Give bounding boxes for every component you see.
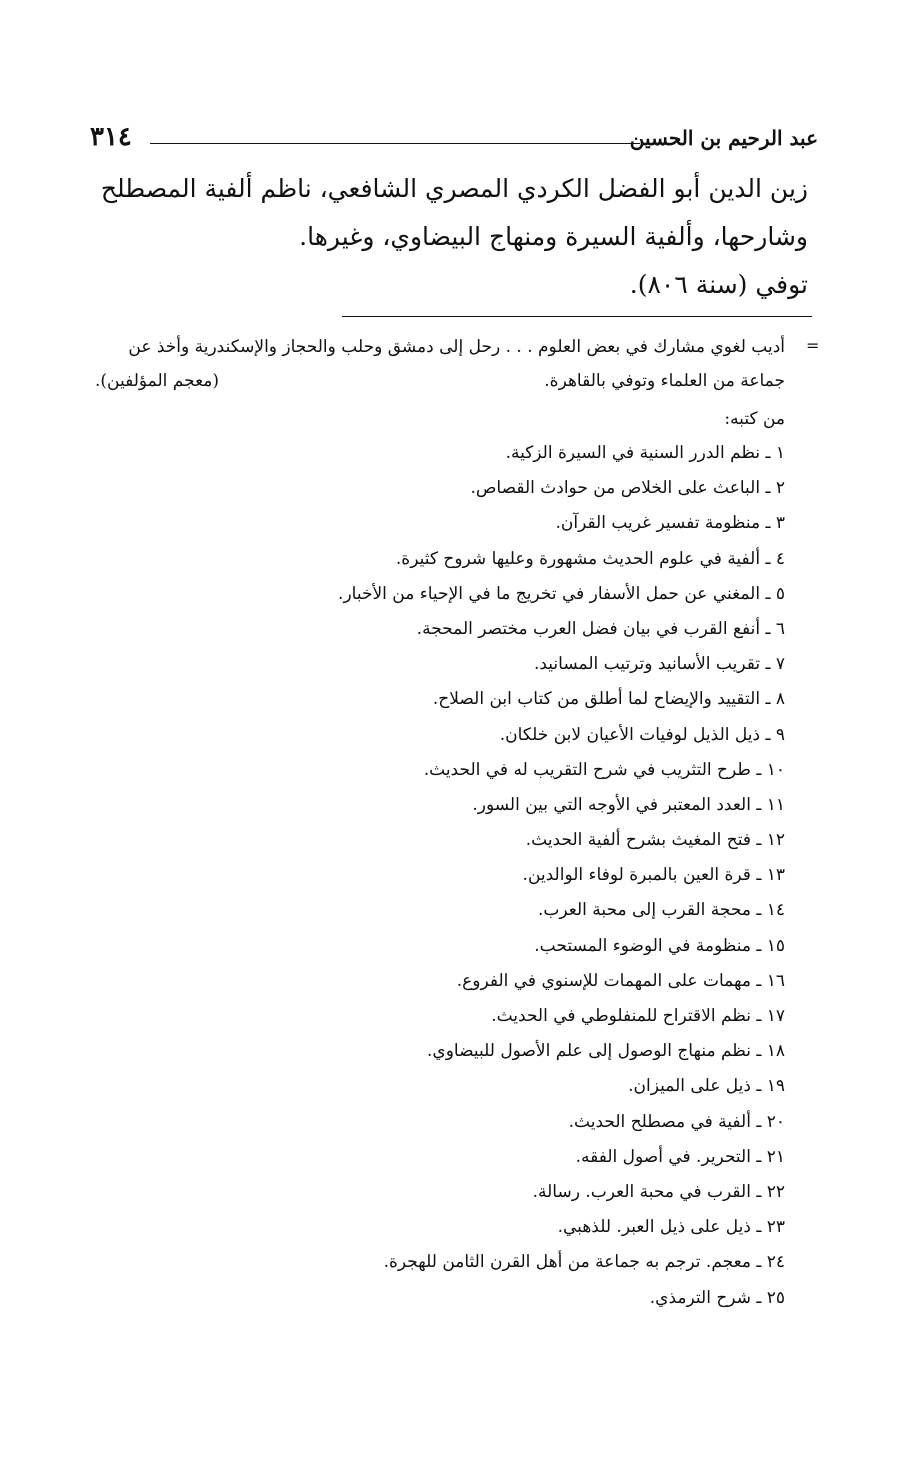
- book-item: ٢١ ـ التحرير. في أصول الفقه.: [575, 1146, 785, 1167]
- book-item: ١٦ ـ مهمات على المهمات للإسنوي في الفروع.: [456, 970, 785, 991]
- book-item: ١٢ ـ فتح المغيث بشرح ألفية الحديث.: [525, 830, 785, 851]
- footnote-separator: [342, 316, 812, 317]
- footnote-line: أديب لغوي مشارك في بعض العلوم . . . رحل إلى دمشق وحلب والحجاز والإسكندرية وأخذ عن: [128, 337, 785, 357]
- book-item: ٩ ـ ذيل الذيل لوفيات الأعيان لابن خلكان.: [499, 724, 785, 745]
- book-item: ١٧ ـ نظم الاقتراح للمنفلوطي في الحديث.: [491, 1006, 785, 1026]
- bio-line: توفي (سنة ٨٠٦).: [629, 270, 808, 299]
- book-item: ١١ ـ العدد المعتبر في الأوجه التي بين السور.: [472, 794, 785, 815]
- book-item: ٧ ـ تقريب الأسانيد وترتيب المسانيد.: [533, 654, 785, 675]
- book-item: ٢٠ ـ ألفية في مصطلح الحديث.: [568, 1111, 785, 1132]
- book-item: ١ ـ نظم الدرر السنية في السيرة الزكية.: [505, 443, 785, 463]
- book-item: ٨ ـ التقييد والإيضاح لما أطلق من كتاب ابن الصلاح.: [432, 689, 785, 710]
- page-number: ٣١٤: [90, 122, 132, 152]
- footnote: [95, 330, 785, 1316]
- book-item: ٢٣ ـ ذيل على ذيل العبر. للذهبي.: [557, 1217, 785, 1238]
- running-head: عبد الرحيم بن الحسين: [629, 126, 818, 150]
- book-item: ٥ ـ المغني عن حمل الأسفار في تخريج ما في الإحياء من الأخبار.: [338, 583, 785, 604]
- book-item: ١٤ ـ محجة القرب إلى محبة العرب.: [537, 900, 785, 921]
- book-item: ٢ ـ الباعث على الخلاص من حوادث القصاص.: [470, 478, 785, 499]
- biography-paragraph: [100, 165, 808, 309]
- bio-line: زين الدين أبو الفضل الكردي المصري الشافعي، ناظم ألفية المصطلح: [100, 174, 808, 203]
- footnote-continuation-marker: =: [806, 336, 820, 355]
- book-item: ١٨ ـ نظم منهاج الوصول إلى علم الأصول للبيضاوي.: [427, 1041, 785, 1062]
- header-rule: [150, 143, 640, 144]
- footnote-citation: (معجم المؤلفين).: [95, 371, 220, 391]
- bio-line: وشارحها، وألفية السيرة ومنهاج البيضاوي، وغيرها.: [299, 222, 808, 251]
- book-item: ١٩ ـ ذيل على الميزان.: [628, 1076, 785, 1097]
- book-item: ١٥ ـ منظومة في الوضوء المستحب.: [534, 935, 785, 956]
- books-heading: من كتبه:: [724, 409, 785, 429]
- books-list: [95, 436, 785, 1316]
- book-item: ٦ ـ أنفع القرب في بيان فضل العرب مختصر المحجة.: [416, 618, 785, 639]
- book-item: ٢٤ ـ معجم. ترجم به جماعة من أهل القرن الثامن للهجرة.: [383, 1252, 785, 1273]
- book-item: ٢٢ ـ القرب في محبة العرب. رسالة.: [532, 1181, 785, 1202]
- book-item: ١٣ ـ قرة العين بالمبرة لوفاء الوالدين.: [522, 865, 785, 886]
- book-item: ١٠ ـ طرح التثريب في شرح التقريب له في الحديث.: [423, 759, 785, 780]
- footnote-line: جماعة من العلماء وتوفي بالقاهرة.: [544, 371, 785, 391]
- book-item: ٢٥ ـ شرح الترمذي.: [649, 1287, 785, 1308]
- page-header: [90, 122, 818, 162]
- book-item: ٣ ـ منظومة تفسير غريب القرآن.: [555, 513, 785, 534]
- book-item: ٤ ـ ألفية في علوم الحديث مشهورة وعليها شروح كثيرة.: [395, 548, 785, 569]
